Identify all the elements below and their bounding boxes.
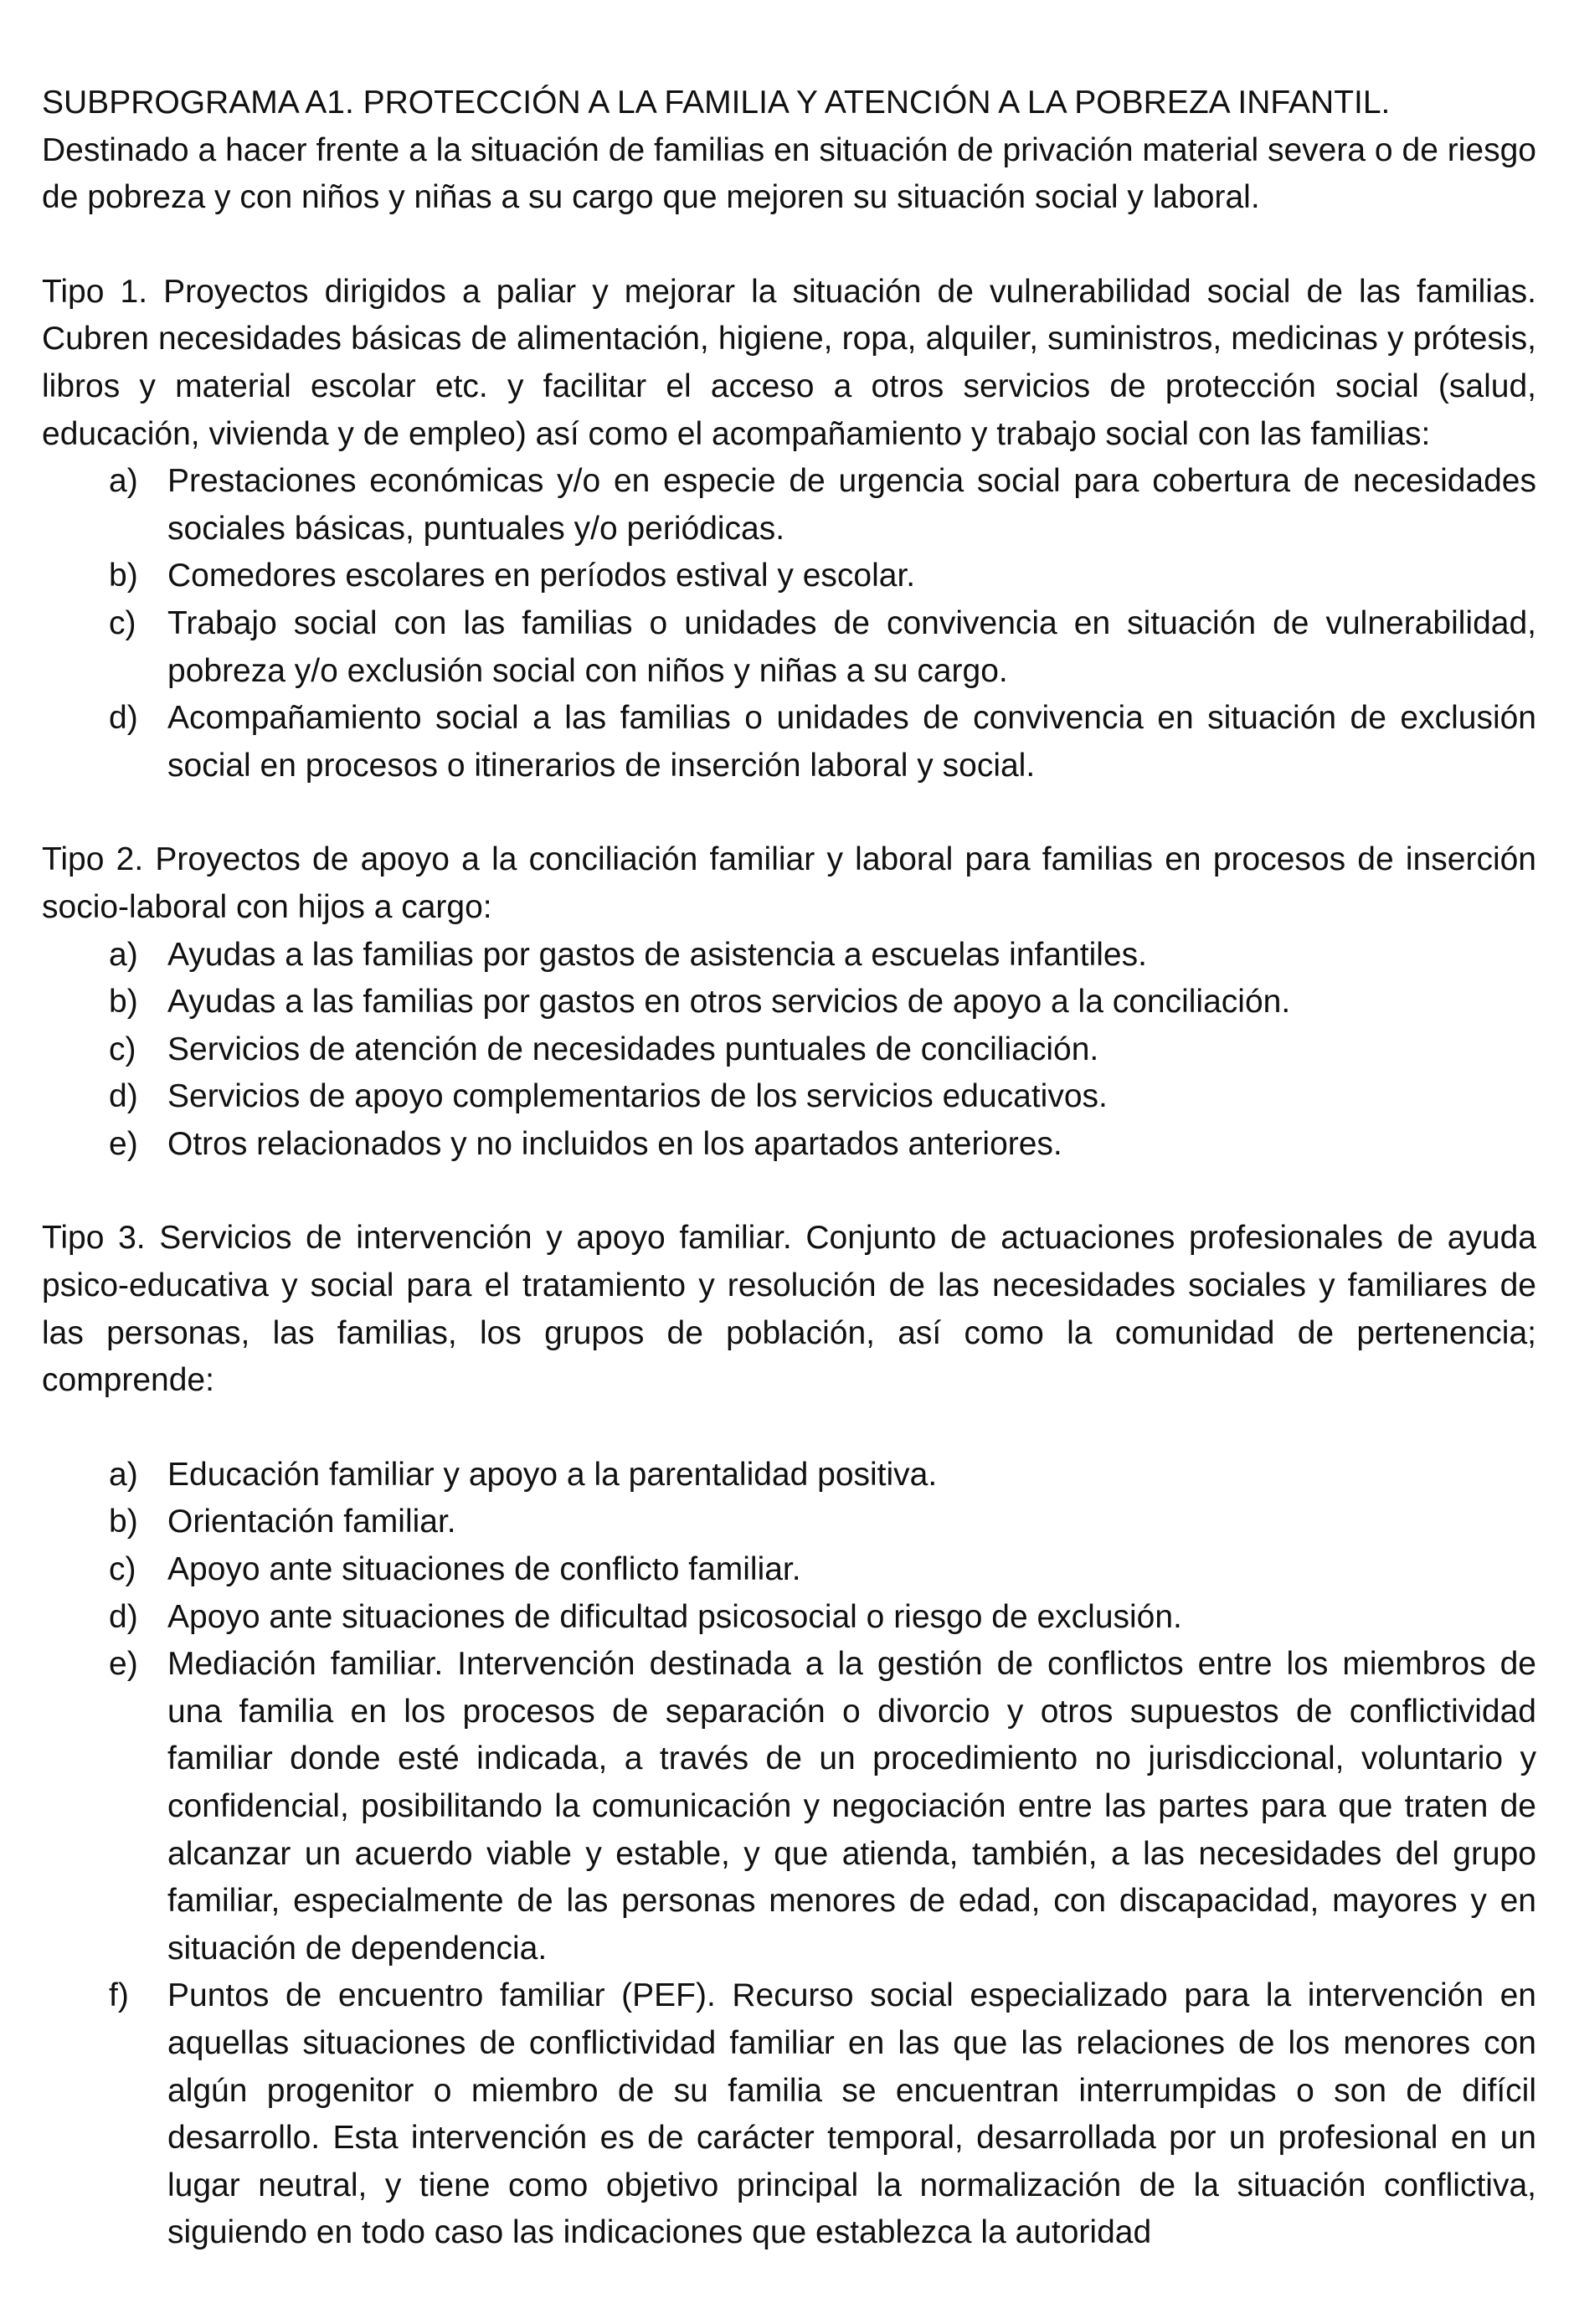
- list-marker: c): [109, 1031, 136, 1067]
- list-item: [109, 1452, 1536, 1499]
- list-item: [109, 1026, 1536, 1074]
- tipo-2-section: [42, 836, 1536, 1168]
- list-item: [109, 695, 1536, 789]
- list-item-text: Servicios de atención de necesidades puntuales de conciliación.: [167, 1031, 1099, 1067]
- list-marker: c): [109, 1551, 136, 1588]
- list-item: [109, 1121, 1536, 1169]
- list-item-text: Otros relacionados y no incluidos en los apartados anteriores.: [167, 1125, 1062, 1162]
- tipo-1-paragraph: Tipo 1. Proyectos dirigidos a paliar y mejorar la situación de vulnerabilidad social de las familias. Cubren necesidades básicas de alimentación, higiene, ropa, alquiler, suministros, medicinas y prótesis, libros y material escolar etc. y facilitar el acceso a otros servicios de protección social (salud, educación, vivienda y de empleo) así como el acompañamiento y trabajo social con las familias:: [42, 273, 1536, 452]
- list-item-text: Prestaciones económicas y/o en especie de urgencia social para cobertura de necesidades sociales básicas, puntuales y/o periódicas.: [167, 463, 1536, 547]
- list-item-text: Servicios de apoyo complementarios de los servicios educativos.: [167, 1078, 1108, 1115]
- list-marker: d): [109, 700, 138, 737]
- list-item: [109, 1546, 1536, 1594]
- spacer: [42, 789, 1536, 836]
- list-marker: b): [109, 1504, 138, 1540]
- tipo-2-list: [42, 932, 1536, 1169]
- list-marker: d): [109, 1078, 138, 1115]
- list-marker: c): [109, 604, 136, 641]
- subprogram-intro: Destinado a hacer frente a la situación de familias en situación de privación material severa o de riesgo de pobreza y con niños y niñas a su cargo que mejoren su situación social y laboral.: [42, 131, 1536, 216]
- list-item: [109, 553, 1536, 600]
- subprogram-heading: SUBPROGRAMA A1. PROTECCIÓN A LA FAMILIA Y ATENCIÓN A LA POBREZA INFANTIL.: [42, 85, 1391, 121]
- list-item-text: Ayudas a las familias por gastos en otros servicios de apoyo a la conciliación.: [167, 984, 1291, 1021]
- list-item: [109, 1641, 1536, 1972]
- list-item: [109, 1594, 1536, 1642]
- tipo-3-paragraph: Tipo 3. Servicios de intervención y apoyo familiar. Conjunto de actuaciones profesionales de ayuda psico-educativa y social para el tratamiento y resolución de las necesidades sociales y familiares de las personas, las familias, los grupos de población, así como la comunidad de pertenencia; comprende:: [42, 1220, 1536, 1399]
- list-item-text: Apoyo ante situaciones de conflicto familiar.: [167, 1551, 801, 1588]
- list-item: [109, 458, 1536, 553]
- spacer: [42, 1405, 1536, 1452]
- list-marker: e): [109, 1646, 138, 1683]
- list-item-text: Educación familiar y apoyo a la parentalidad positiva.: [167, 1456, 938, 1493]
- list-item-text: Comedores escolares en períodos estival y escolar.: [167, 558, 916, 594]
- list-item: [109, 1073, 1536, 1121]
- list-marker: e): [109, 1125, 138, 1162]
- tipo-3-section: [42, 1215, 1536, 2256]
- list-item-text: Acompañamiento social a las familias o unidades de convivencia en situación de exclusión social en procesos o itinerarios de inserción laboral y social.: [167, 700, 1536, 784]
- spacer: [42, 1168, 1536, 1215]
- list-item-text: Mediación familiar. Intervención destinada a la gestión de conflictos entre los miembros de una familia en los procesos de separación o divorcio y otros supuestos de conflictividad familiar donde esté indicada, a través de un procedimiento no jurisdiccional, voluntario y confidencial, posibilitando la comunicación y negociación entre las partes para que traten de alcanzar un acuerdo viable y estable, y que atienda, también, a las necesidades del grupo familiar, especialmente de las personas menores de edad, con discapacidad, mayores y en situación de dependencia.: [167, 1646, 1536, 1967]
- list-item: [109, 1972, 1536, 2257]
- list-marker: b): [109, 558, 138, 594]
- list-item: [109, 932, 1536, 979]
- list-item-text: Apoyo ante situaciones de dificultad psicosocial o riesgo de exclusión.: [167, 1598, 1182, 1635]
- list-item-text: Ayudas a las familias por gastos de asistencia a escuelas infantiles.: [167, 936, 1147, 973]
- list-marker: a): [109, 1456, 138, 1493]
- tipo-1-section: [42, 269, 1536, 790]
- list-item-text: Puntos de encuentro familiar (PEF). Recurso social especializado para la intervención en aquellas situaciones de conflictividad familiar en las que las relaciones de los menores con algún progenitor o miembro de su familia se encuentran interrumpidas o son de difícil desarrollo. Esta intervención es de carácter temporal, desarrollada por un profesional en un lugar neutral, y tiene como objetivo principal la normalización de la situación conflictiva, siguiendo en todo caso las indicaciones que establezca la autoridad: [167, 1977, 1536, 2251]
- list-item-text: Orientación familiar.: [167, 1504, 456, 1540]
- list-marker: b): [109, 984, 138, 1021]
- document-page: [42, 80, 1536, 2257]
- tipo-1-list: [42, 458, 1536, 789]
- tipo-2-paragraph: Tipo 2. Proyectos de apoyo a la conciliación familiar y laboral para familias en procesos de inserción socio-laboral con hijos a cargo:: [42, 841, 1536, 925]
- tipo-3-list: [42, 1452, 1536, 2257]
- list-marker: a): [109, 936, 138, 973]
- list-marker: f): [109, 1977, 129, 2014]
- list-item: [109, 979, 1536, 1026]
- list-marker: a): [109, 463, 138, 500]
- spacer: [42, 222, 1536, 269]
- list-item-text: Trabajo social con las familias o unidades de convivencia en situación de vulnerabilidad, pobreza y/o exclusión social con niños y niñas a su cargo.: [167, 604, 1536, 689]
- list-item: [109, 1499, 1536, 1546]
- list-item: [109, 600, 1536, 695]
- list-marker: d): [109, 1598, 138, 1635]
